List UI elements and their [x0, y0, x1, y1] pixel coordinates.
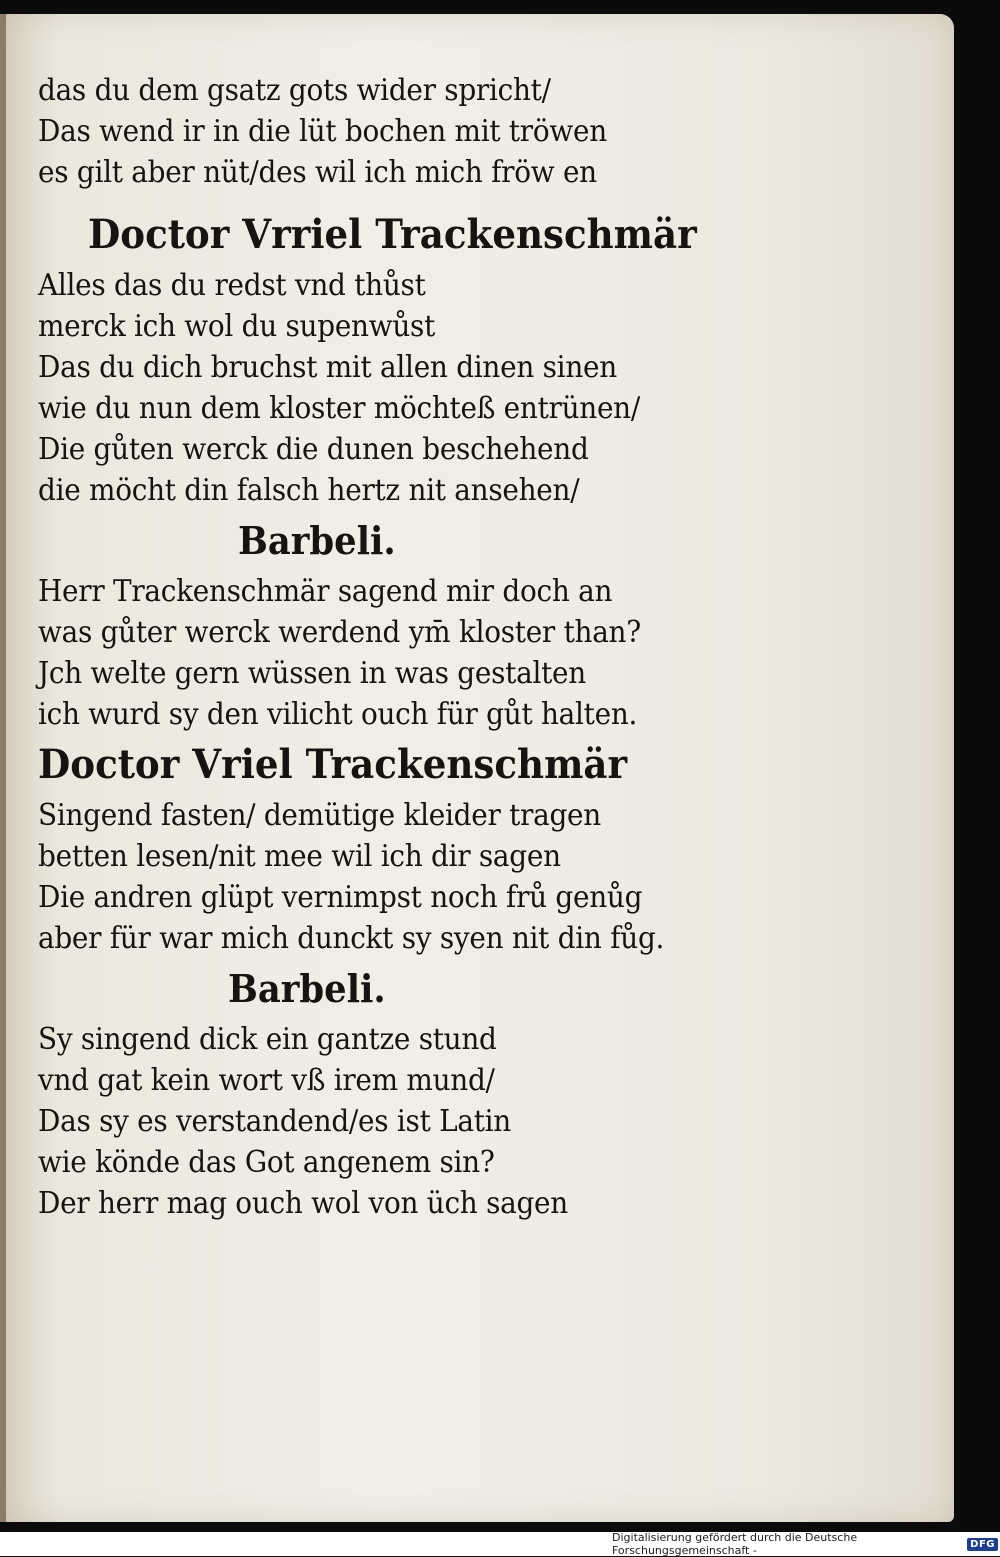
verse-line: Sy singend dick ein gantze stund [38, 1022, 497, 1057]
verse-line: wie könde das Got angenem sin? [38, 1145, 495, 1180]
verse-line: ich wurd sy den vilicht ouch für gůt halten. [38, 697, 638, 732]
verse-line: Das du dich bruchst mit allen dinen sinen [38, 350, 617, 385]
verse-line: aber für war mich dunckt sy syen nit din fůg. [38, 921, 665, 956]
verse-1 [38, 70, 708, 193]
verse-line: Jch welte gern wüssen in was gestalten [38, 656, 586, 691]
verse-line: was gůter werck werdend ym̄ kloster than? [38, 615, 641, 650]
page-binding-edge [0, 14, 6, 1522]
verse-line: Die andren glüpt vernimpst noch frů genůg [38, 880, 643, 915]
verse-line: Singend fasten/ demütige kleider tragen [38, 798, 601, 833]
verse-line: es gilt aber nüt/des wil ich mich fröw en [38, 155, 597, 190]
page-text [38, 70, 708, 1224]
verse-line: Die gůten werck die dunen beschehend [38, 432, 589, 467]
verse-line: Herr Trackenschmär sagend mir doch an [38, 574, 613, 609]
show-through-text [690, 80, 920, 1330]
verse-5 [38, 1019, 708, 1224]
verse-line: wie du nun dem kloster möchteß entrünen/ [38, 391, 641, 426]
speaker-heading: Doctor Vrriel Trackenschmär [88, 211, 697, 258]
verse-line: die möcht din falsch hertz nit ansehen/ [38, 473, 580, 508]
verse-3 [38, 571, 708, 735]
verse-line: Alles das du redst vnd thůst [38, 268, 426, 303]
digitization-credit [608, 1531, 998, 1557]
speaker-heading: Barbeli. [238, 518, 396, 563]
verse-line: vnd gat kein wort vß irem mund/ [38, 1063, 495, 1098]
verse-line: merck ich wol du supenwůst [38, 309, 436, 344]
verse-line: Der herr mag ouch wol von üch sagen [38, 1186, 568, 1221]
credit-text: Digitalisierung gefördert durch die Deutsche Forschungsgemeinschaft - [612, 1531, 858, 1557]
verse-line: Das wend ir in die lüt bochen mit tröwen [38, 114, 607, 149]
verse-4 [38, 795, 708, 959]
verse-line: das du dem gsatz gots wider spricht/ [38, 73, 551, 108]
verse-line: betten lesen/nit mee wil ich dir sagen [38, 839, 561, 874]
verse-2 [38, 265, 708, 511]
dfg-logo: DFG [967, 1538, 998, 1551]
verse-line: Das sy es verstandend/es ist Latin [38, 1104, 511, 1139]
speaker-heading: Doctor Vriel Trackenschmär [38, 741, 628, 788]
speaker-heading: Barbeli. [228, 966, 386, 1011]
